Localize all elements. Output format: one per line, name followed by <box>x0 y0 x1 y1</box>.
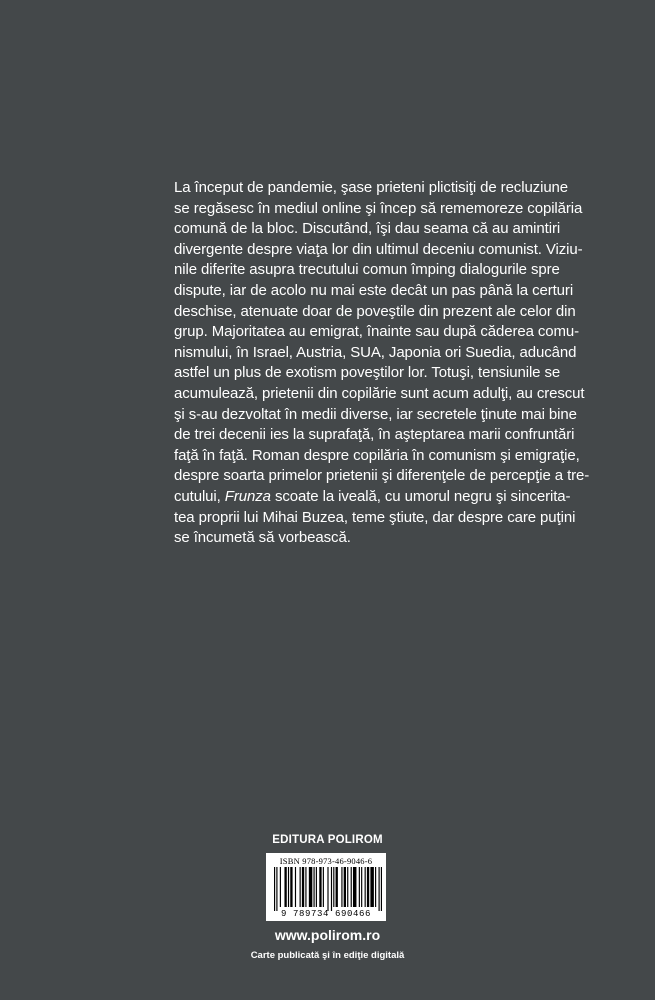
blurb-text <box>174 178 590 549</box>
blurb-line-rest: scoate la iveală, cu umorul negru şi sincerita- <box>270 487 571 505</box>
isbn-text: ISBN 978-973-46-9046-6 <box>279 856 373 866</box>
barcode-bar <box>290 867 292 907</box>
blurb-line: nismului, în Israel, Austria, SUA, Japonia ori Suedia, aducând <box>174 343 577 361</box>
blurb-line: La început de pandemie, şase prieteni plictisiţi de recluziune <box>174 179 569 196</box>
barcode-bar <box>323 867 324 907</box>
barcode-bar <box>341 867 342 907</box>
barcode-bar <box>336 867 338 907</box>
barcode-bar <box>313 867 314 907</box>
barcode-bar <box>365 867 366 907</box>
barcode-bar <box>333 867 334 907</box>
barcode-bar <box>302 867 304 907</box>
blurb-line: faţă în faţă. Roman despre copilăria în comunism şi emigraţie, <box>174 446 580 464</box>
barcode-bar <box>353 867 356 907</box>
blurb-line: despre soarta primelor prietenii şi diferenţele de percepţie a tre- <box>174 467 590 485</box>
blurb-line: divergente despre viaţa lor din ultimul deceniu comunist. Viziu- <box>174 240 583 258</box>
blurb-line: şi s-au dezvoltat în medii diverse, iar secretele ţinute mai bine <box>174 405 577 423</box>
blurb-line: de trei decenii ies la suprafaţă, în aşteptarea marii confruntări <box>174 426 575 444</box>
barcode-bar <box>367 867 369 907</box>
blurb-line-lead: cutului, <box>174 487 225 505</box>
blurb-line: acumulează, prietenii din copilărie sunt acum adulţi, au crescut <box>174 384 585 402</box>
barcode-label <box>266 853 386 921</box>
barcode-bar <box>316 867 317 907</box>
blurb-line <box>174 487 571 508</box>
barcode-bar <box>361 867 362 907</box>
blurb-line: astfel un plus de exotism poveştilor lor. Totuşi, tensiunile se <box>174 364 561 382</box>
blurb-line: deschise, atenuate doar de poveştile din prezent ale celor din <box>174 302 576 320</box>
barcode-bar <box>375 867 376 907</box>
barcode-bar <box>300 867 301 907</box>
barcode-bar <box>327 867 328 911</box>
book-title-italic: Frunza <box>224 487 271 505</box>
barcode-bar <box>284 867 286 907</box>
blurb-line: se regăsesc în mediul online şi încep să rememoreze copilăria <box>174 199 583 217</box>
barcode-bar <box>370 867 373 907</box>
barcode-bar <box>276 867 277 911</box>
barcode-bar <box>347 867 348 907</box>
blurb-line: comună de la bloc. Discutând, îşi dau seama că au amintiri <box>174 220 561 238</box>
barcode-bar <box>344 867 346 907</box>
barcode-bar <box>280 867 281 907</box>
barcode-number: 9 789734 690466 <box>280 909 371 919</box>
barcode-bar <box>351 867 352 907</box>
digital-edition-note: Carte publicată şi în ediţie digitală <box>250 950 405 961</box>
barcode-icon <box>274 867 382 911</box>
website-url: www.polirom.ro <box>274 927 381 943</box>
barcode-bar <box>331 867 332 911</box>
blurb-line: grup. Majoritatea au emigrat, înainte sau după căderea comu- <box>174 323 580 341</box>
blurb-line-last: se încumetă să vorbească. <box>174 529 351 547</box>
barcode-bar <box>305 867 306 907</box>
barcode-bar <box>381 867 382 911</box>
publisher-name: EDITURA POLIROM <box>272 834 383 846</box>
blurb-line: tea proprii lui Mihai Buzea, teme ştiute, dar despre care puţini <box>174 508 576 526</box>
barcode-bar <box>379 867 380 911</box>
barcode-bar <box>309 867 312 907</box>
blurb-line: nile diferite asupra trecutului comun împing dialogurile spre <box>174 261 560 279</box>
blurb-line: dispute, iar de acolo nu mai este decât un pas până la certuri <box>174 281 574 299</box>
barcode-bar <box>288 867 289 907</box>
barcode-bar <box>359 867 360 907</box>
barcode-bar <box>295 867 296 907</box>
barcode-bar <box>319 867 321 907</box>
barcode-bar <box>274 867 275 911</box>
